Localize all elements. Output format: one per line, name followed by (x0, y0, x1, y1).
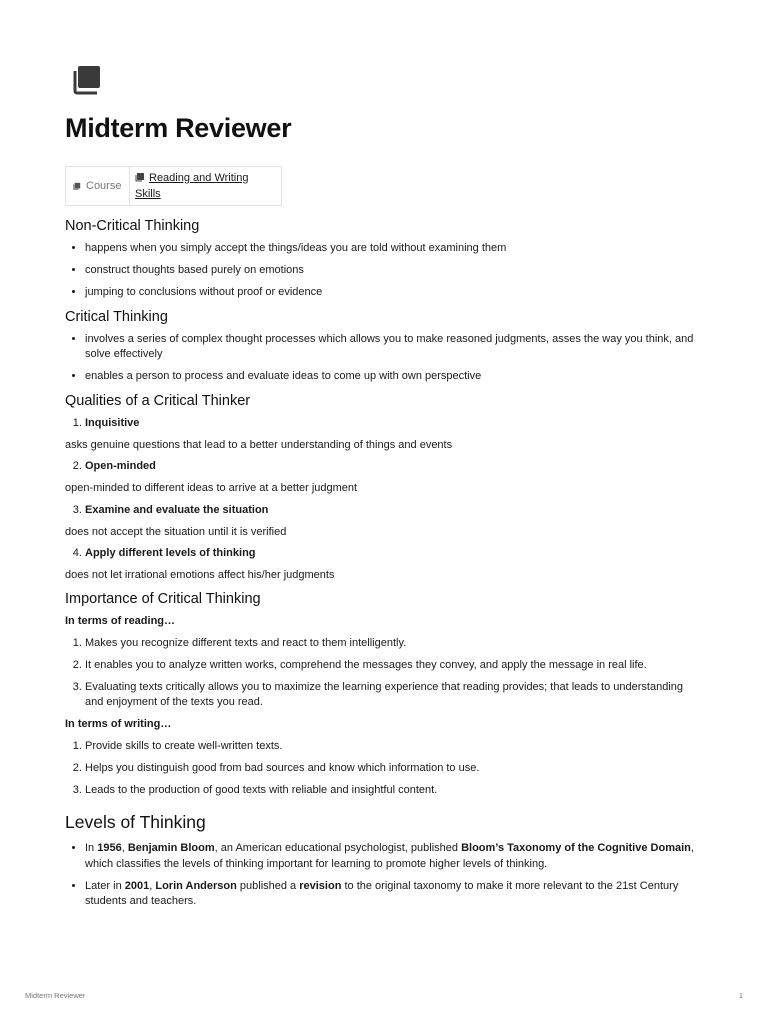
quality-description: does not accept the situation until it is verified (65, 525, 287, 538)
list-item (85, 416, 695, 432)
numbered-list (65, 546, 695, 562)
quality-description: open-minded to different ideas to arrive at a better judgment (65, 482, 358, 494)
list-item (85, 546, 695, 562)
quality-title: Apply different levels of thinking (85, 547, 256, 559)
list-item: 1. Provide skills to create well-written texts. (85, 739, 695, 755)
property-key (66, 167, 130, 205)
quality-description: does not let irrational emotions affect his/her judgments (65, 569, 335, 581)
list-item: 2. It enables you to analyze written works, comprehend the messages they convey, and apply the message in real life. (85, 658, 695, 674)
subheading-writing: In terms of writing… (65, 718, 172, 730)
page-title: Midterm Reviewer (65, 113, 292, 143)
page-icon (70, 62, 106, 98)
numbered-list (65, 739, 695, 799)
list-item: • construct thoughts based purely on emotions (85, 263, 695, 279)
subheading-reading: In terms of reading… (65, 615, 176, 627)
property-value (130, 167, 281, 205)
bullet-list (65, 241, 695, 301)
section-noncritical (65, 218, 695, 301)
section-heading: Critical Thinking (65, 308, 168, 325)
quality-title: Inquisitive (85, 416, 140, 429)
list-item (85, 459, 695, 475)
section-levels (65, 812, 695, 910)
quality-description: asks genuine questions that lead to a better understanding of things and events (65, 438, 453, 451)
course-link[interactable]: Reading and Writing Skills (135, 172, 249, 200)
property-key-label: Course (86, 180, 122, 192)
list-item: • happens when you simply accept the things/ideas you are told without examining them (85, 241, 695, 257)
list-item: 3. Leads to the production of good texts with reliable and insightful content. (85, 783, 695, 799)
numbered-list (65, 636, 695, 711)
section-importance (65, 591, 695, 798)
page-number: 1 (738, 991, 743, 1000)
bullet-list (65, 332, 695, 385)
numbered-list (65, 503, 695, 519)
section-heading: Non-Critical Thinking (65, 218, 200, 234)
list-item: • involves a series of complex thought processes which allows you to make reasoned judgments, asses the way you think, and solve effectively (85, 332, 695, 363)
page-small-icon (73, 182, 81, 190)
list-item: • enables a person to process and evaluate ideas to come up with own perspective (85, 369, 695, 385)
page-content (65, 62, 695, 918)
numbered-list (65, 459, 695, 475)
footer-title: Midterm Reviewer (25, 991, 86, 1000)
properties-table (65, 166, 282, 206)
section-heading: Levels of Thinking (65, 812, 206, 832)
page-small-icon (135, 172, 145, 182)
list-item: 1. Makes you recognize different texts and react to them intelligently. (85, 636, 695, 652)
numbered-list (65, 416, 695, 432)
quality-title: Open-minded (85, 460, 156, 472)
list-item: 3. Evaluating texts critically allows you to maximize the learning experience that reading provides; that leads to understanding and enjoyment of the texts you read. (85, 680, 695, 711)
section-heading: Importance of Critical Thinking (65, 591, 261, 607)
list-item: • Later in 2001, Lorin Anderson published a revision to the original taxonomy to make it more relevant to the 21st Century students and teachers. (85, 879, 695, 910)
list-item: • jumping to conclusions without proof or evidence (85, 285, 695, 301)
list-item (85, 503, 695, 519)
list-item: • In 1956, Benjamin Bloom, an American educational psychologist, published Bloom’s Taxonomy of the Cognitive Domain, which classifies the levels of thinking important for learning to promote higher levels of thinking. (85, 841, 695, 872)
quality-title: Examine and evaluate the situation (85, 503, 269, 516)
list-item: 2. Helps you distinguish good from bad sources and know which information to use. (85, 761, 695, 777)
section-heading: Qualities of a Critical Thinker (65, 392, 251, 409)
section-critical (65, 309, 695, 385)
bullet-list (65, 841, 695, 910)
section-qualities (65, 393, 695, 584)
